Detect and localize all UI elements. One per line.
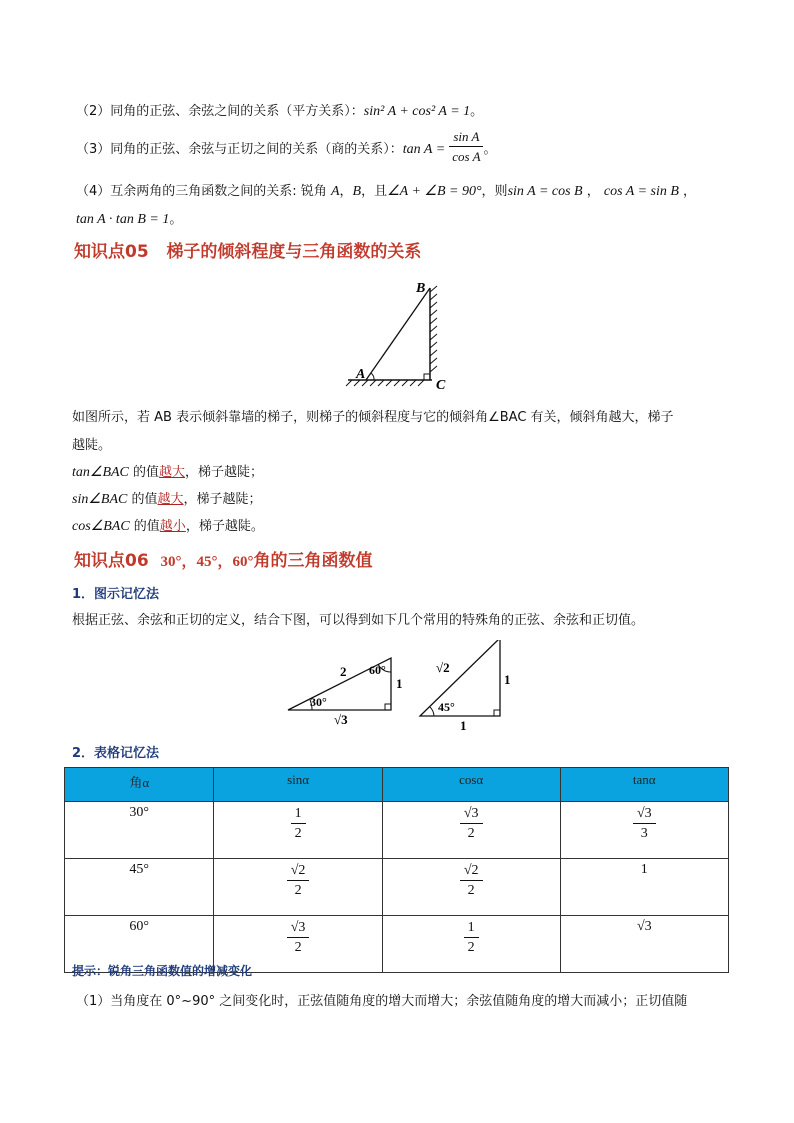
tri1-angle-60: 60° xyxy=(369,663,386,677)
method-1-text: 根据正弦、余弦和正切的定义，结合下图，可以得到如下几个常用的特殊角的正弦、余弦和正切值。 xyxy=(72,613,645,628)
cell-sin: $\frac{1}{2}$ xyxy=(214,802,382,859)
tri1-hyp: 2 xyxy=(340,664,347,679)
relation-quotient: （3）同角的正弦、余弦与正切之间的关系（商的关系）：tan A = $\frac{\text{sin A}}{\text{cos A}}$ 。 xyxy=(76,128,496,166)
label-a: A xyxy=(356,367,366,382)
cell-sin: $\frac{√3}{2}$ xyxy=(214,916,382,973)
table-header-row xyxy=(65,768,729,802)
cell-cos: $\frac{√3}{2}$ xyxy=(382,802,560,859)
formula-square: sin² A + cos² A = 1 xyxy=(363,104,471,119)
label-c: C xyxy=(436,378,446,393)
tri2-angle: 45° xyxy=(438,700,455,714)
header-sin: sinα xyxy=(214,768,382,802)
label-b: B xyxy=(416,281,426,296)
tri2-base: 1 xyxy=(460,718,467,733)
table-row xyxy=(65,802,729,859)
header-angle: 角α xyxy=(65,768,214,802)
tri2-hyp: √2 xyxy=(436,660,450,675)
cell-tan: $\frac{√3}{3}$ xyxy=(560,802,728,859)
rule-sin: sin∠BAC 的值越大，梯子越陡； xyxy=(72,492,262,507)
cell-angle: 45° xyxy=(65,859,214,916)
last-paragraph: （1）当角度在 0°~90° 之间变化时，正弦值随角度的增大而增大；余弦值随角度的增大而减小；正切值随 xyxy=(76,994,688,1009)
tri1-angle-30: 30° xyxy=(310,695,327,709)
rule-cos: cos∠BAC 的值越小，梯子越陡。 xyxy=(72,519,264,534)
method-1-label: 1．图示记忆法 xyxy=(72,587,160,602)
trig-values-table xyxy=(64,767,729,973)
cell-tan: √3 xyxy=(560,916,728,973)
method-2-label: 2．表格记忆法 xyxy=(72,746,160,761)
tri1-base: √3 xyxy=(334,712,348,727)
tri1-side: 1 xyxy=(396,676,403,691)
hint-label: 提示：锐角三角函数值的增减变化 xyxy=(72,964,253,978)
header-tan: tanα xyxy=(560,768,728,802)
ladder-desc-2: 越陡。 xyxy=(72,438,112,453)
tri2-side: 1 xyxy=(504,672,511,687)
relation-square: （2）同角的正弦、余弦之间的关系（平方关系）：sin² A + cos² A = 1。 xyxy=(76,104,484,119)
section-heading-06: 知识点06 30°，45°，60°角的三角函数值 xyxy=(74,551,373,571)
relation-complement: （4）互余两角的三角函数之间的关系: 锐角 A，B，且∠A + ∠B = 90°，则sin A = cos B ， cos A = sin B ， xyxy=(76,184,697,199)
cell-cos: $\frac{√2}{2}$ xyxy=(382,859,560,916)
cell-angle: 30° xyxy=(65,802,214,859)
ladder-figure xyxy=(340,276,460,394)
formula-quotient: $\frac{\text{sin A}}{\text{cos A}}$ xyxy=(449,128,483,167)
cell-sin: $\frac{√2}{2}$ xyxy=(214,859,382,916)
header-cos: cosα xyxy=(382,768,560,802)
cell-cos: $\frac{1}{2}$ xyxy=(382,916,560,973)
special-triangles-figure xyxy=(280,640,520,735)
relation-complement-2: tan A · tan B = 1。 xyxy=(76,212,183,227)
section-heading-05: 知识点05 梯子的倾斜程度与三角函数的关系 xyxy=(74,242,422,262)
rule-tan: tan∠BAC 的值越大，梯子越陡； xyxy=(72,465,264,480)
cell-tan: 1 xyxy=(560,859,728,916)
cell-angle: 60° xyxy=(65,916,214,973)
ladder-desc-1: 如图所示，若 AB 表示倾斜靠墙的梯子，则梯子的倾斜程度与它的倾斜角∠BAC 有关，倾斜角越大，梯子 xyxy=(72,410,674,425)
table-row xyxy=(65,859,729,916)
